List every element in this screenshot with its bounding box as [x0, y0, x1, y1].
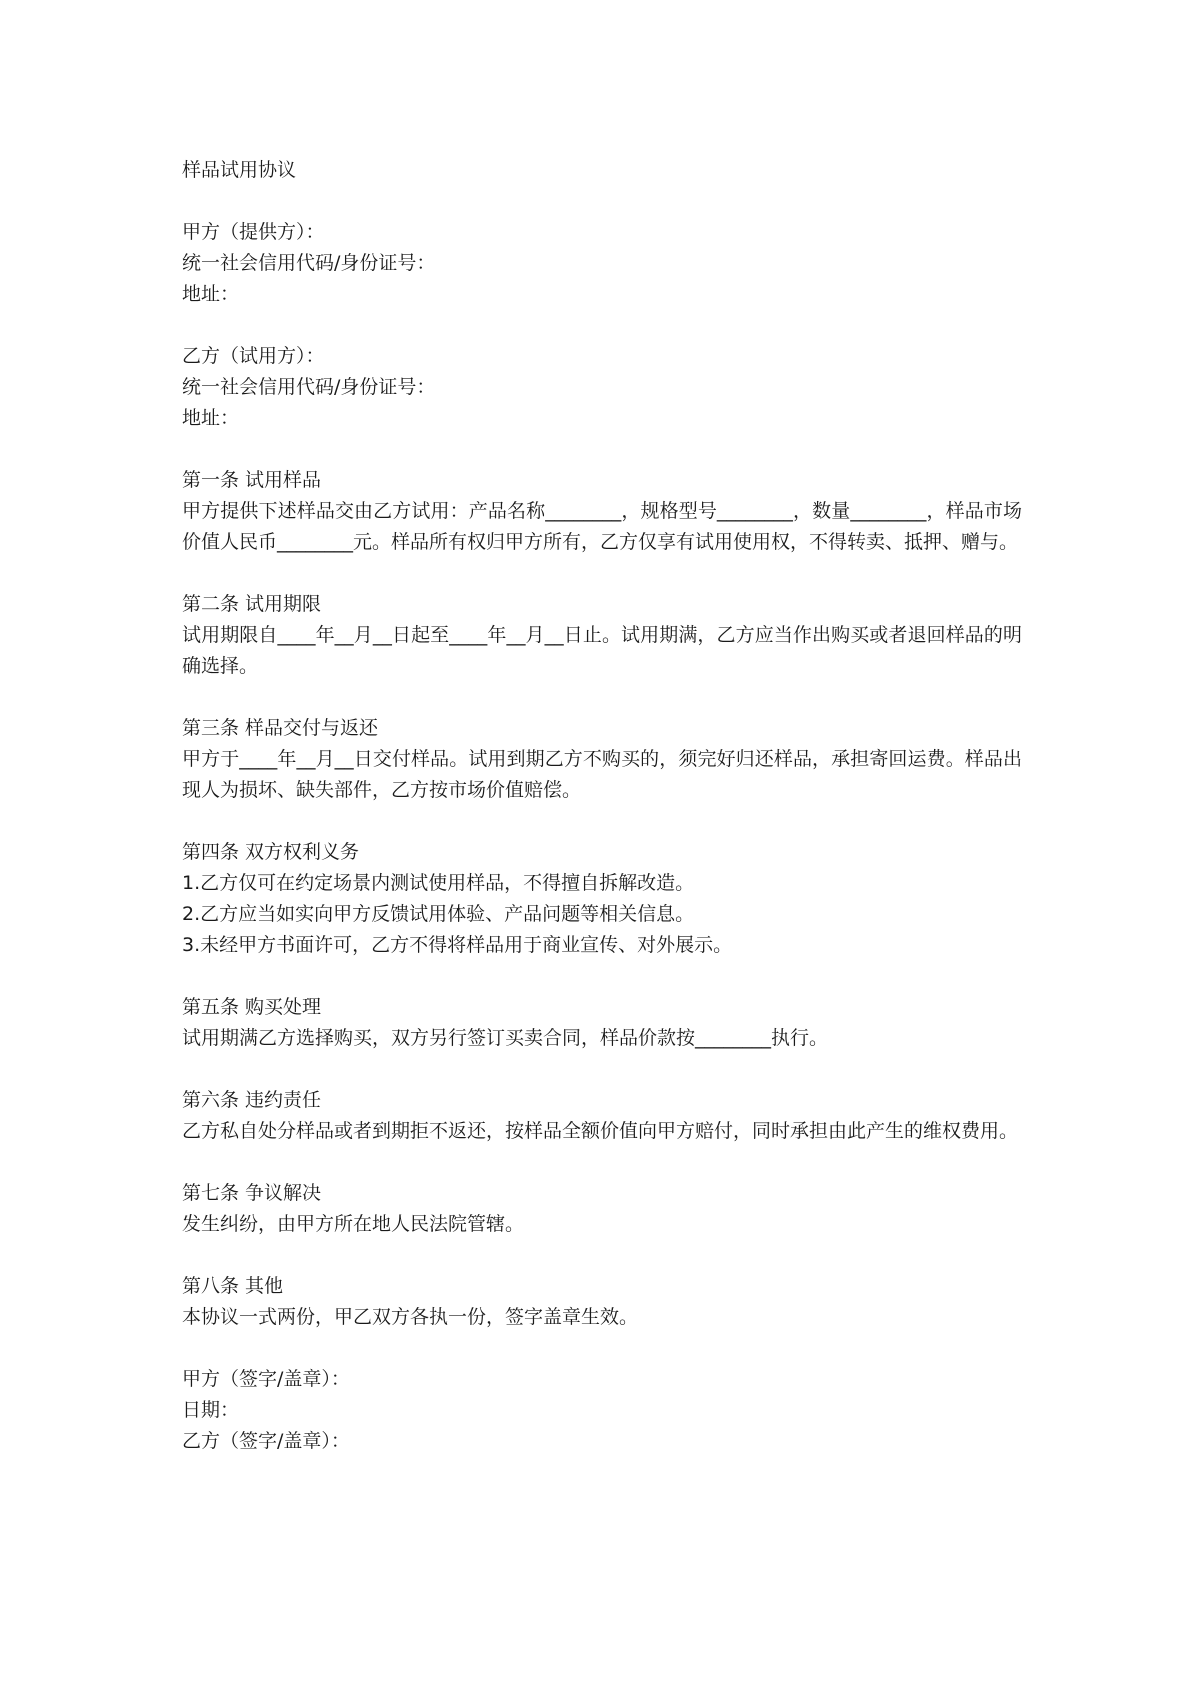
party-a-id-label: 统一社会信用代码/身份证号：: [182, 252, 436, 274]
signature-block: [182, 1364, 1022, 1457]
document-page: [182, 155, 1022, 1457]
article-heading: 第六条 违约责任: [182, 1089, 322, 1111]
party-b-block: [182, 341, 1022, 434]
spacer: [182, 1333, 1022, 1364]
party-a-block: [182, 217, 1022, 310]
spacer: [182, 682, 1022, 713]
party-a-signature-label: 甲方（签字/盖章）：: [182, 1368, 350, 1390]
article-3: [182, 713, 1022, 806]
article-paragraph: 试用期满乙方选择购买，双方另行签订买卖合同，样品价款按________执行。: [182, 1027, 829, 1049]
article-paragraph: 试用期限自____年__月__日起至____年__月__日止。试用期满，乙方应当作出购买或者退回样品的明确选择。: [182, 624, 1022, 677]
party-a-name: 甲方（提供方）：: [182, 221, 325, 243]
article-list-item: 2.乙方应当如实向甲方反馈试用体验、产品问题等相关信息。: [182, 903, 695, 925]
article-4: [182, 837, 1022, 961]
signature-date-label: 日期：: [182, 1399, 240, 1421]
article-heading: 第二条 试用期限: [182, 593, 322, 615]
spacer: [182, 1240, 1022, 1271]
spacer: [182, 434, 1022, 465]
article-heading: 第八条 其他: [182, 1275, 284, 1297]
party-a-address-label: 地址：: [182, 283, 240, 305]
article-heading: 第四条 双方权利义务: [182, 841, 360, 863]
article-7: [182, 1178, 1022, 1240]
article-paragraph: 甲方提供下述样品交由乙方试用：产品名称________，规格型号________，数量________，样品市场价值人民币________元。样品所有权归甲方所有，乙方仅享有试用使用权，不得转卖、抵押、赠与。: [182, 500, 1022, 553]
spacer: [182, 1147, 1022, 1178]
spacer: [182, 310, 1022, 341]
article-list-item: 1.乙方仅可在约定场景内测试使用样品，不得擅自拆解改造。: [182, 872, 695, 894]
party-b-id-label: 统一社会信用代码/身份证号：: [182, 376, 436, 398]
article-heading: 第五条 购买处理: [182, 996, 322, 1018]
spacer: [182, 558, 1022, 589]
article-5: [182, 992, 1022, 1054]
party-b-address-label: 地址：: [182, 407, 240, 429]
document-title: 样品试用协议: [182, 159, 297, 181]
article-heading: 第一条 试用样品: [182, 469, 322, 491]
article-paragraph: 甲方于____年__月__日交付样品。试用到期乙方不购买的，须完好归还样品，承担寄回运费。样品出现人为损坏、缺失部件，乙方按市场价值赔偿。: [182, 748, 1022, 801]
spacer: [182, 1054, 1022, 1085]
spacer: [182, 961, 1022, 992]
article-paragraph: 本协议一式两份，甲乙双方各执一份，签字盖章生效。: [182, 1306, 639, 1328]
article-8: [182, 1271, 1022, 1333]
article-paragraph: 乙方私自处分样品或者到期拒不返还，按样品全额价值向甲方赔付，同时承担由此产生的维权费用。: [182, 1120, 1019, 1142]
spacer: [182, 806, 1022, 837]
party-b-name: 乙方（试用方）：: [182, 345, 325, 367]
article-1: [182, 465, 1022, 558]
article-6: [182, 1085, 1022, 1147]
article-paragraph: 发生纠纷，由甲方所在地人民法院管辖。: [182, 1213, 525, 1235]
spacer: [182, 186, 1022, 217]
article-2: [182, 589, 1022, 682]
article-heading: 第七条 争议解决: [182, 1182, 322, 1204]
article-heading: 第三条 样品交付与返还: [182, 717, 379, 739]
article-list-item: 3.未经甲方书面许可，乙方不得将样品用于商业宣传、对外展示。: [182, 934, 733, 956]
party-b-signature-label: 乙方（签字/盖章）：: [182, 1430, 350, 1452]
